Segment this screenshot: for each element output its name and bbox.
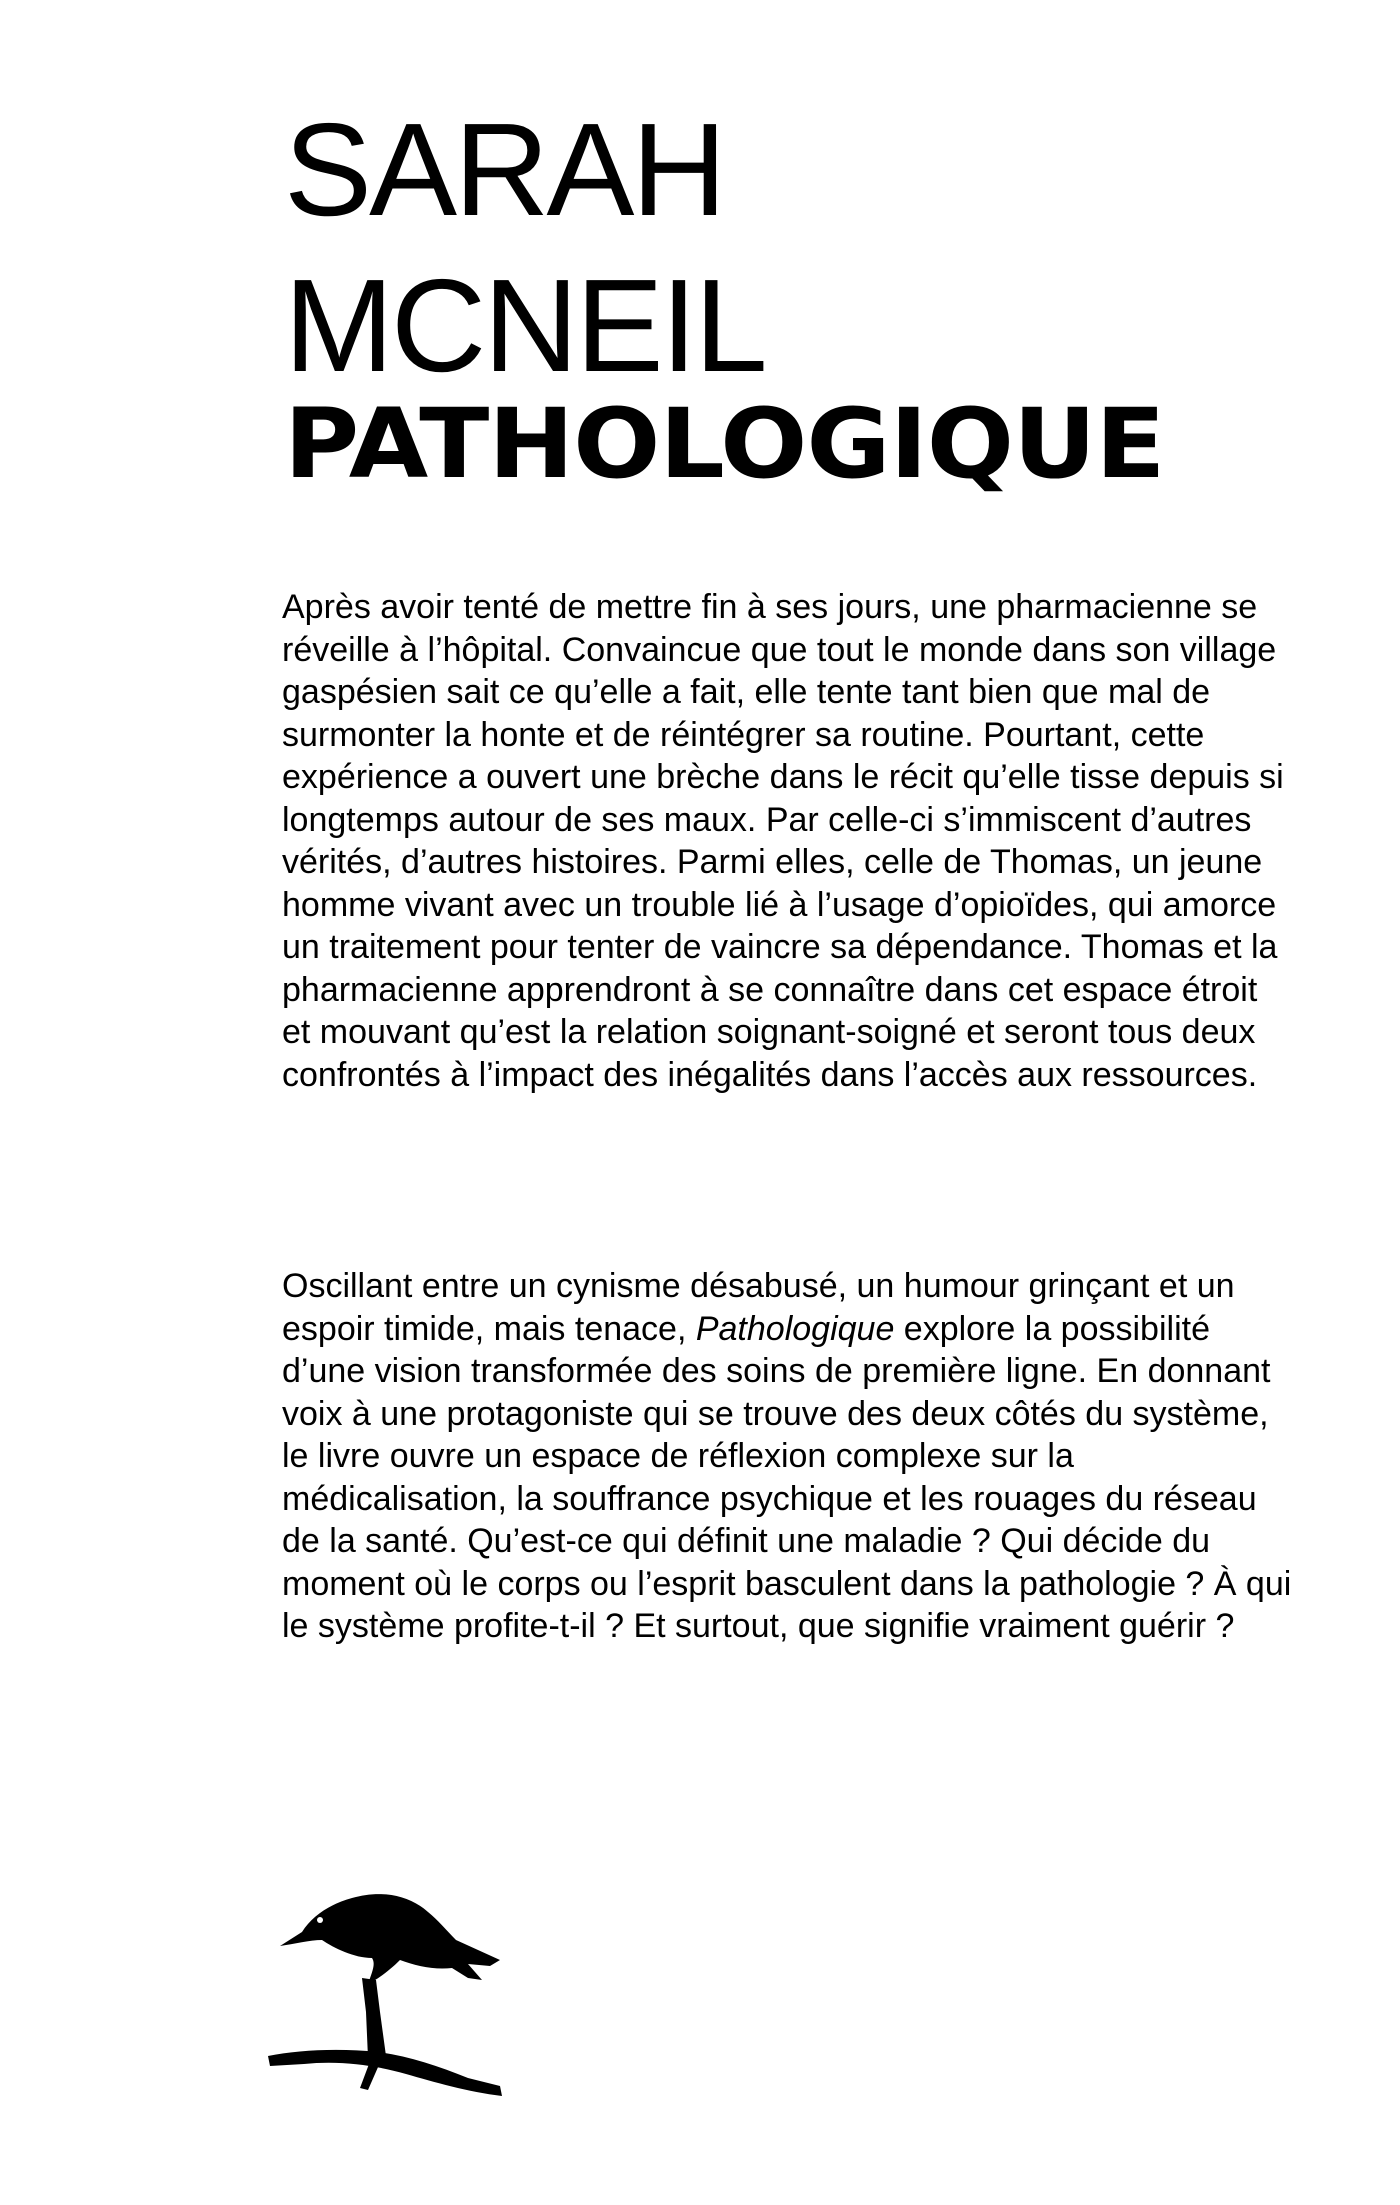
blurb-paragraph-1: Après avoir tenté de mettre fin à ses jours, une pharmacienne se réveille à l’hôpital. Convaincue que tout le monde dans son village gaspésien sait ce qu’elle a fait, elle tente tant bien que mal de surmonter la honte et de réintégrer sa routine. Pourtant, cette expérience a ouvert une brèche dans le récit qu’elle tisse depuis si longtemps autour de ses maux. Par celle-ci s’immiscent d’autres vérités, d’autres histoires. Parmi elles, celle de Thomas, un jeune homme vivant avec un trouble lié à l’usage d’opioïdes, qui amorce un traitement pour tenter de vaincre sa dépendance. Thomas et la pharmacienne apprendront à se connaître dans cet espace étroit et mouvant qu’est la relation soignant-soigné et seront tous deux confrontés à l’impact des inégalités dans l’accès aux ressources. [282,588,1284,1094]
blurb-p2-lead: Oscillant entre un cynisme désabusé, un humour grinçant et un espoir timide, mais tenace, [282,1267,1235,1348]
blurb-paragraph-2 [282,1265,1292,1648]
blurb-p2-rest: explore la possibilité d’une vision transformée des soins de première ligne. En donnant voix à une protagoniste qui se trouve des deux côtés du système, le livre ouvre un espace de réflexion complexe sur la médicalisation, la souffrance psychique et les rouages du réseau de la santé. Qu’est-ce qui définit une maladie ? Qui décide du moment où le corps ou l’esprit basculent dans la pathologie ? À qui le système profite-t-il ? Et surtout, que signifie vraiment guérir ? [282,1309,1292,1645]
book-title: PATHOLOGIQUE [284,388,1165,500]
author-first-name: SARAH [284,96,724,243]
author-last-name: MCNEIL [284,252,765,399]
crow-on-branch-icon [268,1860,508,2110]
blurb-title-italic: Pathologique [695,1309,895,1348]
